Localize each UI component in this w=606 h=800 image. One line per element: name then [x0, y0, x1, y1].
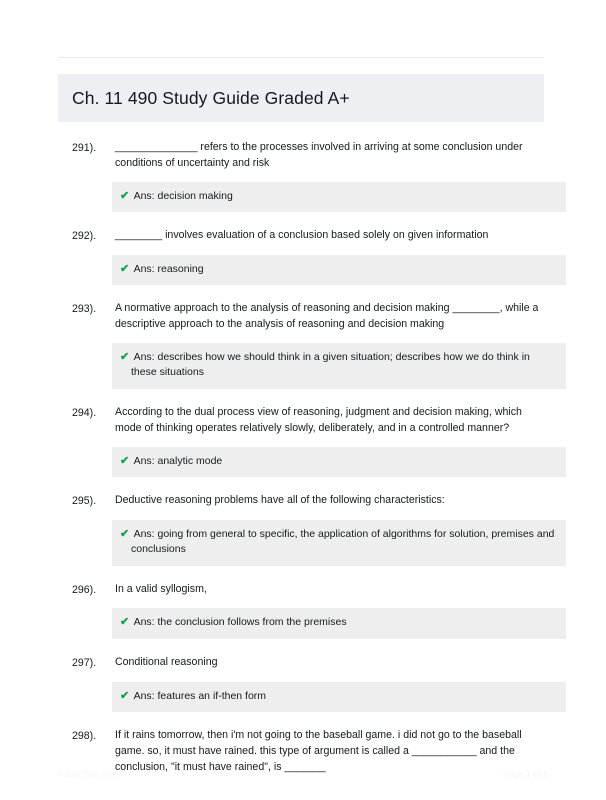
page-footer	[58, 766, 548, 782]
answer-box	[112, 182, 566, 213]
qa-item	[0, 582, 606, 639]
answer-box	[112, 608, 566, 639]
question-text: ________ involves evaluation of a conclusion based solely on given information	[115, 229, 489, 242]
answer-text: Ans: decision making	[133, 189, 233, 202]
question-text: If it rains tomorrow, then i'm not going to the baseball game. i did not go to the baseball game. so, it must have rained. this type of argument is called a ___________ and the conclusion, "it must have rained", is _______	[115, 729, 522, 773]
page-title: Ch. 11 490 Study Guide Graded A+	[72, 87, 350, 108]
answer-line	[120, 189, 556, 205]
qa-item	[0, 655, 606, 712]
answer-line	[120, 527, 556, 558]
answer-text: Ans: reasoning	[133, 262, 204, 275]
qa-item	[0, 228, 606, 285]
answer-line	[120, 615, 556, 631]
qa-item	[0, 493, 606, 566]
check-icon: ✔	[120, 350, 130, 363]
answer-line	[120, 454, 556, 470]
check-icon: ✔	[120, 527, 130, 540]
page-number: Page 1 of 5	[502, 769, 548, 779]
answer-box	[112, 520, 566, 566]
check-icon: ✔	[120, 616, 130, 629]
question-text: Deductive reasoning problems have all of the following characteristics:	[115, 494, 445, 507]
check-icon: ✔	[120, 454, 130, 467]
question-row	[72, 405, 544, 437]
answer-text: Ans: going from general to specific, the application of algorithms for solution, premises and conclusions	[131, 527, 555, 556]
answer-text: Ans: describes how we should think in a given situation; describes how we do think in these situations	[131, 350, 530, 379]
question-text: According to the dual process view of reasoning, judgment and decision making, which mode of thinking operates relatively slowly, deliberately, and in a controlled manner?	[115, 406, 522, 434]
qa-item	[0, 140, 606, 212]
question-text: In a valid syllogism,	[115, 582, 207, 595]
answer-box	[112, 343, 566, 389]
question-number: 292).	[72, 230, 97, 243]
question-number: 293).	[72, 303, 97, 316]
question-number: 296).	[72, 583, 97, 596]
question-text: Conditional reasoning	[115, 656, 218, 669]
question-row	[72, 493, 544, 510]
question-number: 298).	[72, 730, 97, 743]
question-number: 291).	[72, 142, 97, 154]
question-number: 294).	[72, 407, 97, 420]
answer-box	[112, 682, 566, 713]
question-text: ______________ refers to the processes involved in arriving at some conclusion under conditions of uncertainty and risk	[115, 141, 523, 169]
question-row	[72, 140, 544, 172]
qa-list	[0, 140, 606, 792]
top-divider	[58, 57, 544, 58]
question-row	[72, 582, 544, 599]
answer-line	[120, 689, 556, 705]
document-title-banner	[58, 74, 544, 122]
question-row	[72, 228, 544, 245]
question-text: A normative approach to the analysis of reasoning and decision making ________, while a descriptive approach to the analysis of reasoning and decision making	[115, 302, 539, 331]
qa-item	[0, 301, 606, 389]
question-row	[72, 655, 544, 672]
answer-text: Ans: features an if-then form	[133, 689, 267, 702]
watermark: PaperTitle.com	[58, 769, 117, 779]
answer-line	[120, 350, 556, 381]
question-row	[72, 301, 544, 333]
check-icon: ✔	[120, 262, 130, 275]
answer-box	[112, 255, 566, 286]
answer-box	[112, 447, 566, 478]
check-icon: ✔	[120, 189, 130, 202]
answer-line	[120, 262, 556, 278]
check-icon: ✔	[120, 689, 130, 702]
question-number: 297).	[72, 657, 97, 670]
answer-text: Ans: analytic mode	[133, 454, 223, 467]
question-number: 295).	[72, 495, 97, 508]
answer-text: Ans: the conclusion follows from the premises	[133, 616, 347, 629]
qa-item	[0, 405, 606, 477]
